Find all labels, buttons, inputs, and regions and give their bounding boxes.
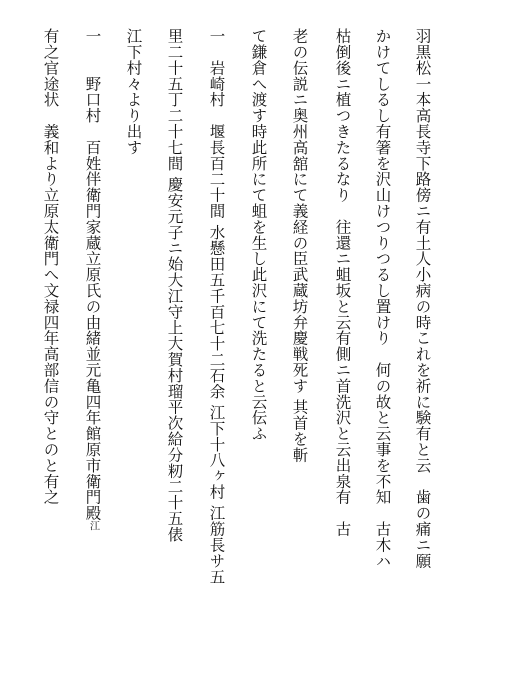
text-line-10: 有之官途状 義和より立原太衛門へ文禄四年高部信の守とのと有之 bbox=[41, 28, 60, 505]
text-line-9-small-note: 江 bbox=[87, 520, 99, 532]
text-line-2: かけてしるし有箸を沢山けつりつるし置けり 何の故と云事を不知 古木ハ bbox=[373, 28, 392, 569]
text-line-9-main: 一 野口村 百姓伴衛門家蔵立原氏の由緒並元亀四年館原市衛門殿 bbox=[83, 28, 102, 521]
text-line-3: 枯倒後ニ植つきたるなり 往還ニ蛆坂と云有側ニ首洗沢と云出泉有 古 bbox=[333, 28, 352, 537]
text-line-4: 老の伝説ニ奥州高舘にて義経の臣武蔵坊弁慶戦死す 其首を斬 bbox=[290, 28, 309, 463]
text-line-7: 里二十五丁二十七間 慶安元子ニ始大江守上大賀村瑠平次給分籾二十五俵 bbox=[165, 28, 184, 543]
text-line-5: て鎌倉へ渡す時此所にて蛆を生し此沢にて洗たると云伝ふ bbox=[249, 28, 268, 442]
text-line-9 bbox=[84, 28, 100, 531]
text-line-1: 羽黒松一本高長寺下路傍ニ有土人小病の時これを祈に験有と云 歯の痛ニ願 bbox=[413, 28, 432, 569]
text-line-6: 一 岩崎村 堰長百二十間 水懸田五千百七十二石余 江下十八ヶ村 江筋長サ五 bbox=[207, 28, 226, 585]
text-line-8: 江下村々より出す bbox=[124, 28, 143, 156]
